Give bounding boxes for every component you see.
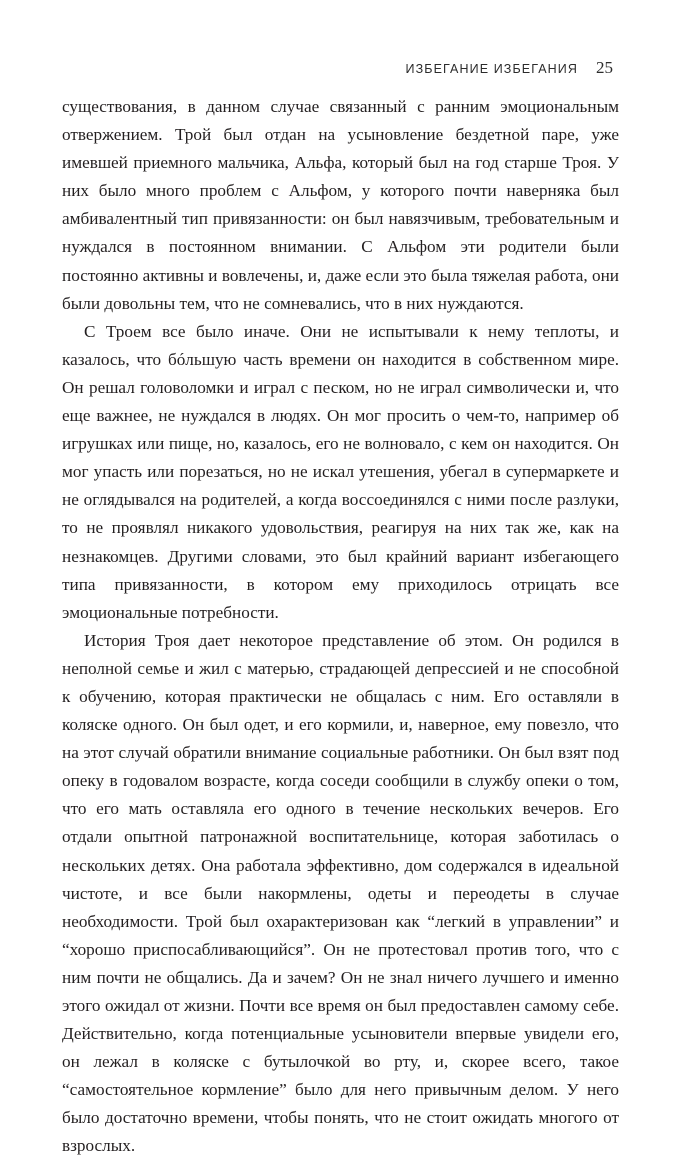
paragraph-2: С Троем все было иначе. Они не испытывали к нему теплоты, и казалось, что бóльшую часть времени он находится в собственном мире. Он решал головоломки и играл с песком, но не играл символически и, что еще важнее, не нуждался в людях. Он мог просить о чем-то, например об игрушках или пище, но, казалось, его не волновало, с кем он находится. Он мог упасть или порезаться, но не искал утешения, убегал в супермаркете и не оглядывался на родителей, а когда воссоединялся с ними после разлуки, то не проявлял никакого удовольствия, реагируя на них так же, как на незнакомцев. Другими словами, это был крайний вариант избегающего типа привязанности, в котором ему приходилось отрицать все эмоциональные потребности.	[62, 321, 619, 622]
page-number: 25	[596, 58, 613, 77]
paragraph-3: История Троя дает некоторое представление об этом. Он родился в неполной семье и жил с матерью, страдающей депрессией и не способной к обучению, которая практически не общалась с ним. Его оставляли в коляске одного. Он был одет, и его кормили, и, наверное, ему повезло, что на этот случай обратили внимание социальные работники. Он был взят под опеку в годовалом возрасте, когда соседи сообщили в службу опеки о том, что его мать оставляла его одного в течение нескольких вечеров. Его отдали опытной патронажной воспитательнице, которая заботилась о нескольких детях. Она работала эффективно, дом содержался в идеальной чистоте, и все были накормлены, одеты и переодеты в случае необходимости. Трой был охарактеризован как “легкий в управлении” и “хорошо приспосабливающийся”. Он не протестовал против того, что с ним почти не общались. Да и зачем? Он не знал ничего лучшего и именно этого ожидал от жизни. Почти все время он был предоставлен самому себе. Действительно, когда потенциальные усыновители впервые увидели его, он лежал в коляске с бутылочкой во рту, и, скорее всего, такое “самостоятельное кормление” было для него привычным делом. У него было достаточно времени, чтобы понять, что не стоит ожидать многого от взрослых.	[62, 630, 619, 1156]
running-head	[406, 58, 613, 78]
paragraph-1: существования, в данном случае связанный с ранним эмоциональным отвержением. Трой был отдан на усыновление бездетной паре, уже имевшей приемного мальчика, Альфа, который был на год старше Троя. У них было много проблем с Альфом, у которого почти наверняка был амбивалентный тип привязанности: он был навязчивым, требовательным и нуждался в постоянном внимании. С Альфом эти родители были постоянно активны и вовлечены, и, даже если это была тяжелая работа, они были довольны тем, что не сомневались, что в них нуждаются.	[62, 97, 619, 313]
running-title: ИЗБЕГАНИЕ ИЗБЕГАНИЯ	[405, 62, 578, 76]
body-text	[62, 93, 619, 1161]
